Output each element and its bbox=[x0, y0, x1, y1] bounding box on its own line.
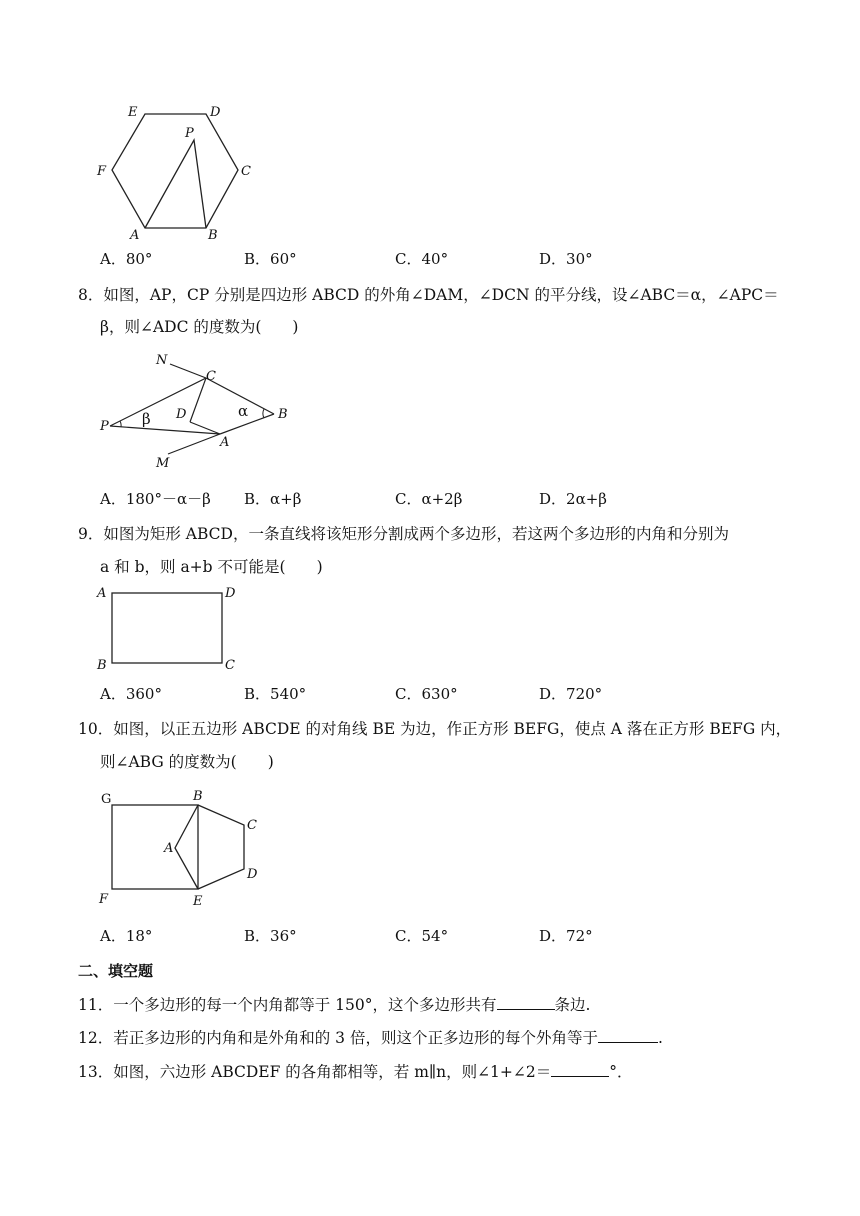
q7-option-c: C．40° bbox=[395, 250, 449, 268]
q10-text-line2: 则∠ABG 的度数为( ) bbox=[100, 753, 274, 771]
rectangle-figure bbox=[92, 583, 247, 673]
hexagon-figure bbox=[90, 98, 265, 240]
label-g: G bbox=[101, 792, 112, 807]
q9-text-line1: 9．如图为矩形 ABCD，一条直线将该矩形分割成两个多边形，若这两个多边形的内角和分别为 bbox=[78, 525, 729, 543]
label-c: C bbox=[247, 818, 257, 833]
q12-answer-blank[interactable] bbox=[598, 1028, 658, 1043]
q13-text-before: 13．如图，六边形 ABCDEF 的各角都相等，若 m∥n，则∠1+∠2＝ bbox=[78, 1063, 552, 1081]
label-d: D bbox=[225, 586, 236, 601]
q12-text bbox=[78, 1028, 663, 1048]
pentagon-left bbox=[175, 805, 198, 889]
section-title-fill-blank: 二、填空题 bbox=[78, 962, 154, 980]
q9-option-b: B．540° bbox=[244, 685, 307, 703]
q11-text-before: 11．一个多边形的每一个内角都等于 150°，这个多边形共有 bbox=[78, 996, 497, 1014]
q13-text-after: °． bbox=[609, 1063, 633, 1081]
label-d: D bbox=[210, 105, 221, 120]
label-p: P bbox=[185, 126, 194, 141]
label-d: D bbox=[176, 407, 187, 422]
label-c: C bbox=[225, 658, 235, 673]
label-p: P bbox=[100, 419, 109, 434]
q8-option-d: D．2α+β bbox=[539, 490, 607, 508]
q8-option-a: A．180°－α－β bbox=[100, 490, 211, 508]
q9-text-line2: a 和 b，则 a+b 不可能是( ) bbox=[100, 558, 323, 576]
pentagon-square-figure bbox=[92, 782, 272, 912]
label-a: A bbox=[220, 435, 230, 450]
q10-option-c: C．54° bbox=[395, 927, 449, 945]
q11-text-after: 条边. bbox=[554, 996, 591, 1014]
q10-text-line1: 10．如图，以正五边形 ABCDE 的对角线 BE 为边，作正方形 BEFG，使点 A 落在正方形 BEFG 内， bbox=[78, 720, 792, 738]
rectangle-outline bbox=[112, 593, 222, 663]
hexagon-outline bbox=[112, 114, 238, 228]
q11-answer-blank[interactable] bbox=[497, 995, 555, 1010]
q11-text bbox=[78, 995, 590, 1015]
label-a: A bbox=[164, 841, 174, 856]
label-a: A bbox=[97, 586, 107, 601]
q8-text-line1: 8．如图，AP，CP 分别是四边形 ABCD 的外角∠DAM，∠DCN 的平分线，设∠ABC＝α，∠APC＝ bbox=[78, 286, 779, 304]
q8-option-c: C．α+2β bbox=[395, 490, 463, 508]
label-a: A bbox=[130, 228, 140, 240]
label-n: N bbox=[156, 353, 168, 368]
q10-option-a: A．18° bbox=[100, 927, 153, 945]
pentagon-right bbox=[198, 805, 244, 889]
triangle-apb bbox=[145, 140, 206, 228]
label-beta: β bbox=[142, 410, 151, 428]
q12-text-after: . bbox=[657, 1029, 663, 1047]
q10-option-b: B．36° bbox=[244, 927, 297, 945]
label-b: B bbox=[278, 407, 288, 422]
label-b: B bbox=[193, 789, 203, 804]
label-b: B bbox=[208, 228, 218, 240]
label-alpha: α bbox=[238, 402, 249, 420]
label-c: C bbox=[206, 369, 216, 384]
label-d: D bbox=[247, 867, 258, 882]
label-e: E bbox=[193, 894, 203, 909]
label-b: B bbox=[97, 658, 107, 673]
square-befg bbox=[112, 805, 198, 889]
q10-option-d: D．72° bbox=[539, 927, 593, 945]
label-f: F bbox=[97, 164, 107, 179]
q8-option-b: B．α+β bbox=[244, 490, 302, 508]
q13-answer-blank[interactable] bbox=[551, 1062, 609, 1077]
q9-option-a: A．360° bbox=[100, 685, 162, 703]
q8-text-line2: β，则∠ADC 的度数为( ) bbox=[100, 318, 299, 336]
q7-option-b: B．60° bbox=[244, 250, 297, 268]
q12-text-before: 12．若正多边形的内角和是外角和的 3 倍，则这个正多边形的每个外角等于 bbox=[78, 1029, 598, 1047]
q7-option-d: D．30° bbox=[539, 250, 593, 268]
label-e: E bbox=[128, 105, 138, 120]
q7-option-a: A．80° bbox=[100, 250, 153, 268]
label-m: M bbox=[156, 456, 170, 471]
q13-text bbox=[78, 1062, 633, 1082]
label-c: C bbox=[241, 164, 251, 179]
quadrilateral-figure bbox=[96, 348, 301, 473]
q9-option-c: C．630° bbox=[395, 685, 458, 703]
q9-option-d: D．720° bbox=[539, 685, 603, 703]
label-f: F bbox=[99, 892, 109, 907]
